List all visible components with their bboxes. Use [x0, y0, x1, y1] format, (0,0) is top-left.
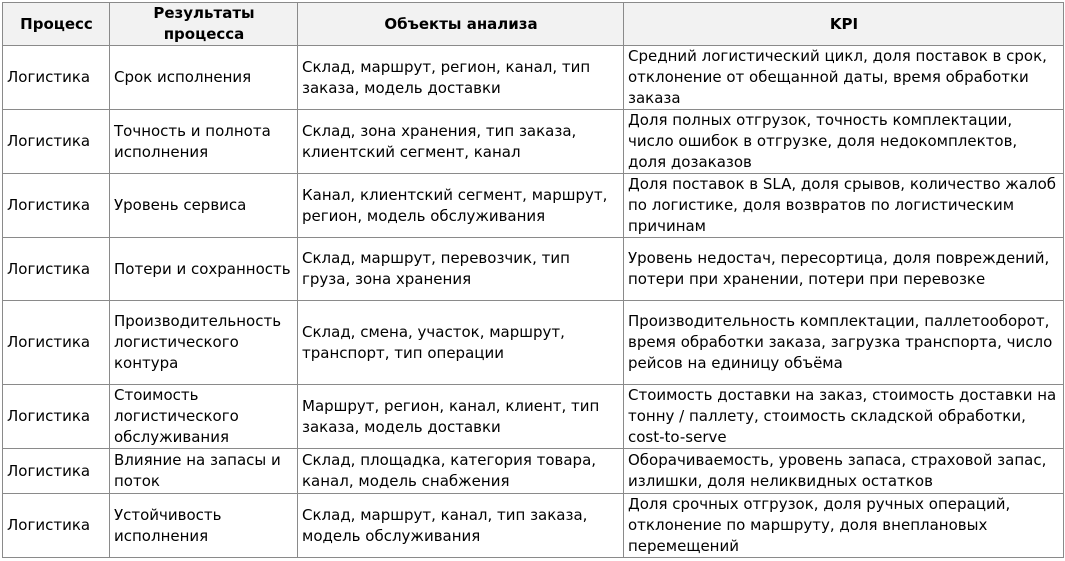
cell-kpi: Производительность комплектации, паллетооборот, время обработки заказа, загрузка транспорта, число рейсов на единицу объёма [624, 301, 1064, 385]
cell-process: Логистика [3, 449, 110, 494]
cell-process: Логистика [3, 174, 110, 238]
cell-objects: Канал, клиентский сегмент, маршрут, регион, модель обслуживания [298, 174, 624, 238]
table-row [3, 449, 1064, 494]
cell-result: Уровень сервиса [110, 174, 298, 238]
cell-result: Потери и сохранность [110, 238, 298, 301]
header-row [3, 3, 1064, 46]
cell-kpi: Доля поставок в SLA, доля срывов, количество жалоб по логистике, доля возвратов по логистическим причинам [624, 174, 1064, 238]
cell-kpi: Средний логистический цикл, доля поставок в срок, отклонение от обещанной даты, время обработки заказа [624, 46, 1064, 110]
table-row [3, 46, 1064, 110]
header-kpi: KPI [624, 3, 1064, 46]
cell-process: Логистика [3, 46, 110, 110]
cell-process: Логистика [3, 494, 110, 558]
table-row [3, 238, 1064, 301]
cell-kpi: Доля срочных отгрузок, доля ручных операций, отклонение по маршруту, доля внеплановых перемещений [624, 494, 1064, 558]
cell-kpi: Доля полных отгрузок, точность комплектации, число ошибок в отгрузке, доля недокомплектов, доля дозаказов [624, 110, 1064, 174]
header-process: Процесс [3, 3, 110, 46]
cell-result: Производительность логистического контура [110, 301, 298, 385]
cell-result: Точность и полнота исполнения [110, 110, 298, 174]
cell-objects: Склад, маршрут, канал, тип заказа, модель обслуживания [298, 494, 624, 558]
cell-kpi: Оборачиваемость, уровень запаса, страховой запас, излишки, доля неликвидных остатков [624, 449, 1064, 494]
cell-objects: Маршрут, регион, канал, клиент, тип заказа, модель доставки [298, 385, 624, 449]
header-result: Результаты процесса [110, 3, 298, 46]
cell-objects: Склад, зона хранения, тип заказа, клиентский сегмент, канал [298, 110, 624, 174]
cell-result: Устойчивость исполнения [110, 494, 298, 558]
cell-process: Логистика [3, 110, 110, 174]
table-row [3, 174, 1064, 238]
table-row [3, 301, 1064, 385]
header-objects: Объекты анализа [298, 3, 624, 46]
table-row [3, 110, 1064, 174]
cell-process: Логистика [3, 385, 110, 449]
cell-objects: Склад, маршрут, перевозчик, тип груза, зона хранения [298, 238, 624, 301]
cell-kpi: Стоимость доставки на заказ, стоимость доставки на тонну / паллету, стоимость складской обработки, cost-to-serve [624, 385, 1064, 449]
cell-kpi: Уровень недостач, пересортица, доля повреждений, потери при хранении, потери при перевозке [624, 238, 1064, 301]
cell-objects: Склад, площадка, категория товара, канал, модель снабжения [298, 449, 624, 494]
cell-process: Логистика [3, 301, 110, 385]
cell-process: Логистика [3, 238, 110, 301]
cell-result: Стоимость логистического обслуживания [110, 385, 298, 449]
cell-result: Срок исполнения [110, 46, 298, 110]
cell-result: Влияние на запасы и поток [110, 449, 298, 494]
table-row [3, 385, 1064, 449]
cell-objects: Склад, смена, участок, маршрут, транспорт, тип операции [298, 301, 624, 385]
kpi-table [2, 2, 1064, 558]
cell-objects: Склад, маршрут, регион, канал, тип заказа, модель доставки [298, 46, 624, 110]
table-row [3, 494, 1064, 558]
